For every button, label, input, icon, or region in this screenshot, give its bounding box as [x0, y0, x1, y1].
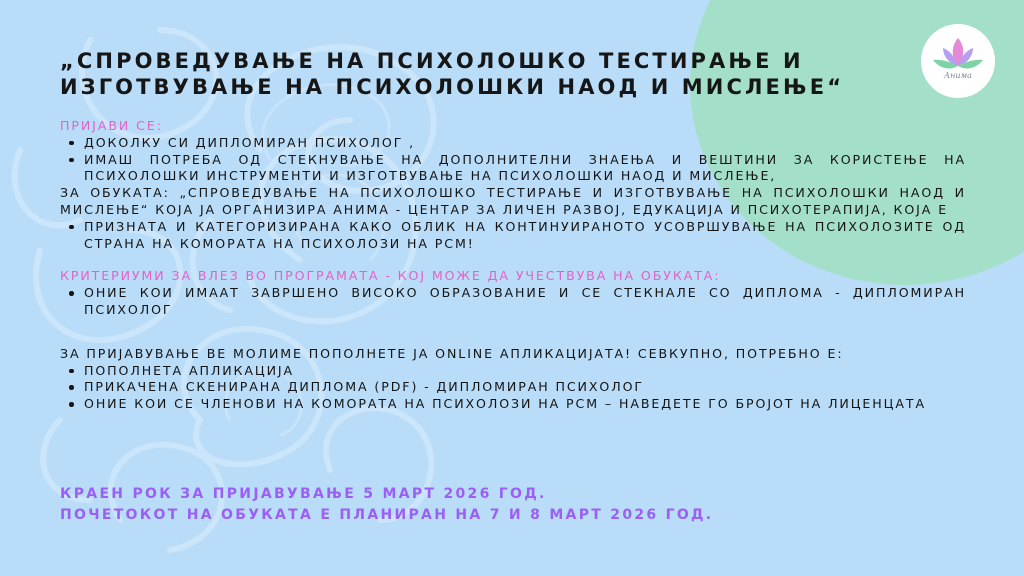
deadline-block: [60, 484, 713, 526]
criteria-list: [60, 285, 966, 319]
deadline-line-2: ПОЧЕТОКОТ НА ОБУКАТА Е ПЛАНИРАН НА 7 И 8 МАРТ 2026 ГОД.: [60, 507, 714, 523]
list-item: ОНИЕ КОИ ИМААТ ЗАВРШЕНО ВИСОКО ОБРАЗОВАНИЕ И СЕ СТЕКНАЛЕ СО ДИПЛОМА - ДИПЛОМИРАН ПСИХОЛОГ: [60, 285, 966, 319]
list-item: ОНИЕ КОИ СЕ ЧЛЕНОВИ НА КОМОРАТА НА ПСИХОЛОЗИ НА РСМ – НАВЕДЕТЕ ГО БРОЈОТ НА ЛИЦЕНЦАТА: [60, 396, 966, 413]
deadline-line-1: КРАЕН РОК ЗА ПРИЈАВУВАЊЕ 5 МАРТ 2026 ГОД.: [60, 486, 547, 502]
list-item: ИМАШ ПОТРЕБА ОД СТЕКНУВАЊЕ НА ДОПОЛНИТЕЛНИ ЗНАЕЊА И ВЕШТИНИ ЗА КОРИСТЕЊЕ НА ПСИХОЛОШКИ ИНСТРУМЕНТИ И ИЗГОТВУВАЊЕ НА ПСИХОЛОШКИ НАОД И МИСЛЕЊЕ,: [60, 152, 966, 186]
application-paragraph: ЗА ПРИЈАВУВАЊЕ ВЕ МОЛИМЕ ПОПОЛНЕТЕ ЈА ONLINE АПЛИКАЦИЈАТА! СЕВКУПНО, ПОТРЕБНО Е:: [60, 345, 844, 361]
logo-text: Анима: [944, 71, 972, 80]
accreditation-list: [60, 219, 966, 253]
criteria-heading: КРИТЕРИУМИ ЗА ВЛЕЗ ВО ПРОГРАМАТА - КОЈ МОЖЕ ДА УЧЕСТВУВА НА ОБУКАТА:: [60, 268, 721, 284]
page-title: [60, 48, 844, 100]
training-paragraph: ЗА ОБУКАТА: „СПРОВЕДУВАЊЕ НА ПСИХОЛОШКО ТЕСТИРАЊЕ И ИЗГОТВУВАЊЕ НА ПСИХОЛОШКИ НАОД И МИСЛЕЊЕ“ КОЈА ЈА ОРГАНИЗИРА АНИМА - ЦЕНТАР ЗА ЛИЧЕН РАЗВОЈ, ЕДУКАЦИЈА И ПСИХОТЕРАПИЈА, КОЈА Е: [60, 185, 966, 217]
apply-list: [60, 135, 966, 185]
list-item: ПРИЗНАТА И КАТЕГОРИЗИРАНА КАКО ОБЛИК НА КОНТИНУИРАНОТО УСОВРШУВАЊЕ НА ПСИХОЛОЗИТЕ ОД СТРАНА НА КОМОРАТА НА ПСИХОЛОЗИ НА РСМ!: [60, 219, 966, 253]
anima-logo: [921, 24, 995, 98]
main-content: [60, 118, 966, 413]
list-item: ПРИКАЧЕНА СКЕНИРАНА ДИПЛОМА (PDF) - ДИПЛОМИРАН ПСИХОЛОГ: [60, 379, 966, 396]
list-item: ДОКОЛКУ СИ ДИПЛОМИРАН ПСИХОЛОГ ,: [60, 135, 966, 152]
apply-heading: ПРИЈАВИ СЕ:: [60, 118, 163, 133]
list-item: ПОПОЛНЕТА АПЛИКАЦИЈА: [60, 363, 966, 380]
requirements-list: [60, 363, 966, 413]
lotus-icon: [921, 24, 995, 98]
title-line-2: ИЗГОТВУВАЊЕ НА ПСИХОЛОШКИ НАОД И МИСЛЕЊЕ“: [60, 75, 845, 99]
title-line-1: „СПРОВЕДУВАЊЕ НА ПСИХОЛОШКО ТЕСТИРАЊЕ И: [60, 49, 804, 73]
